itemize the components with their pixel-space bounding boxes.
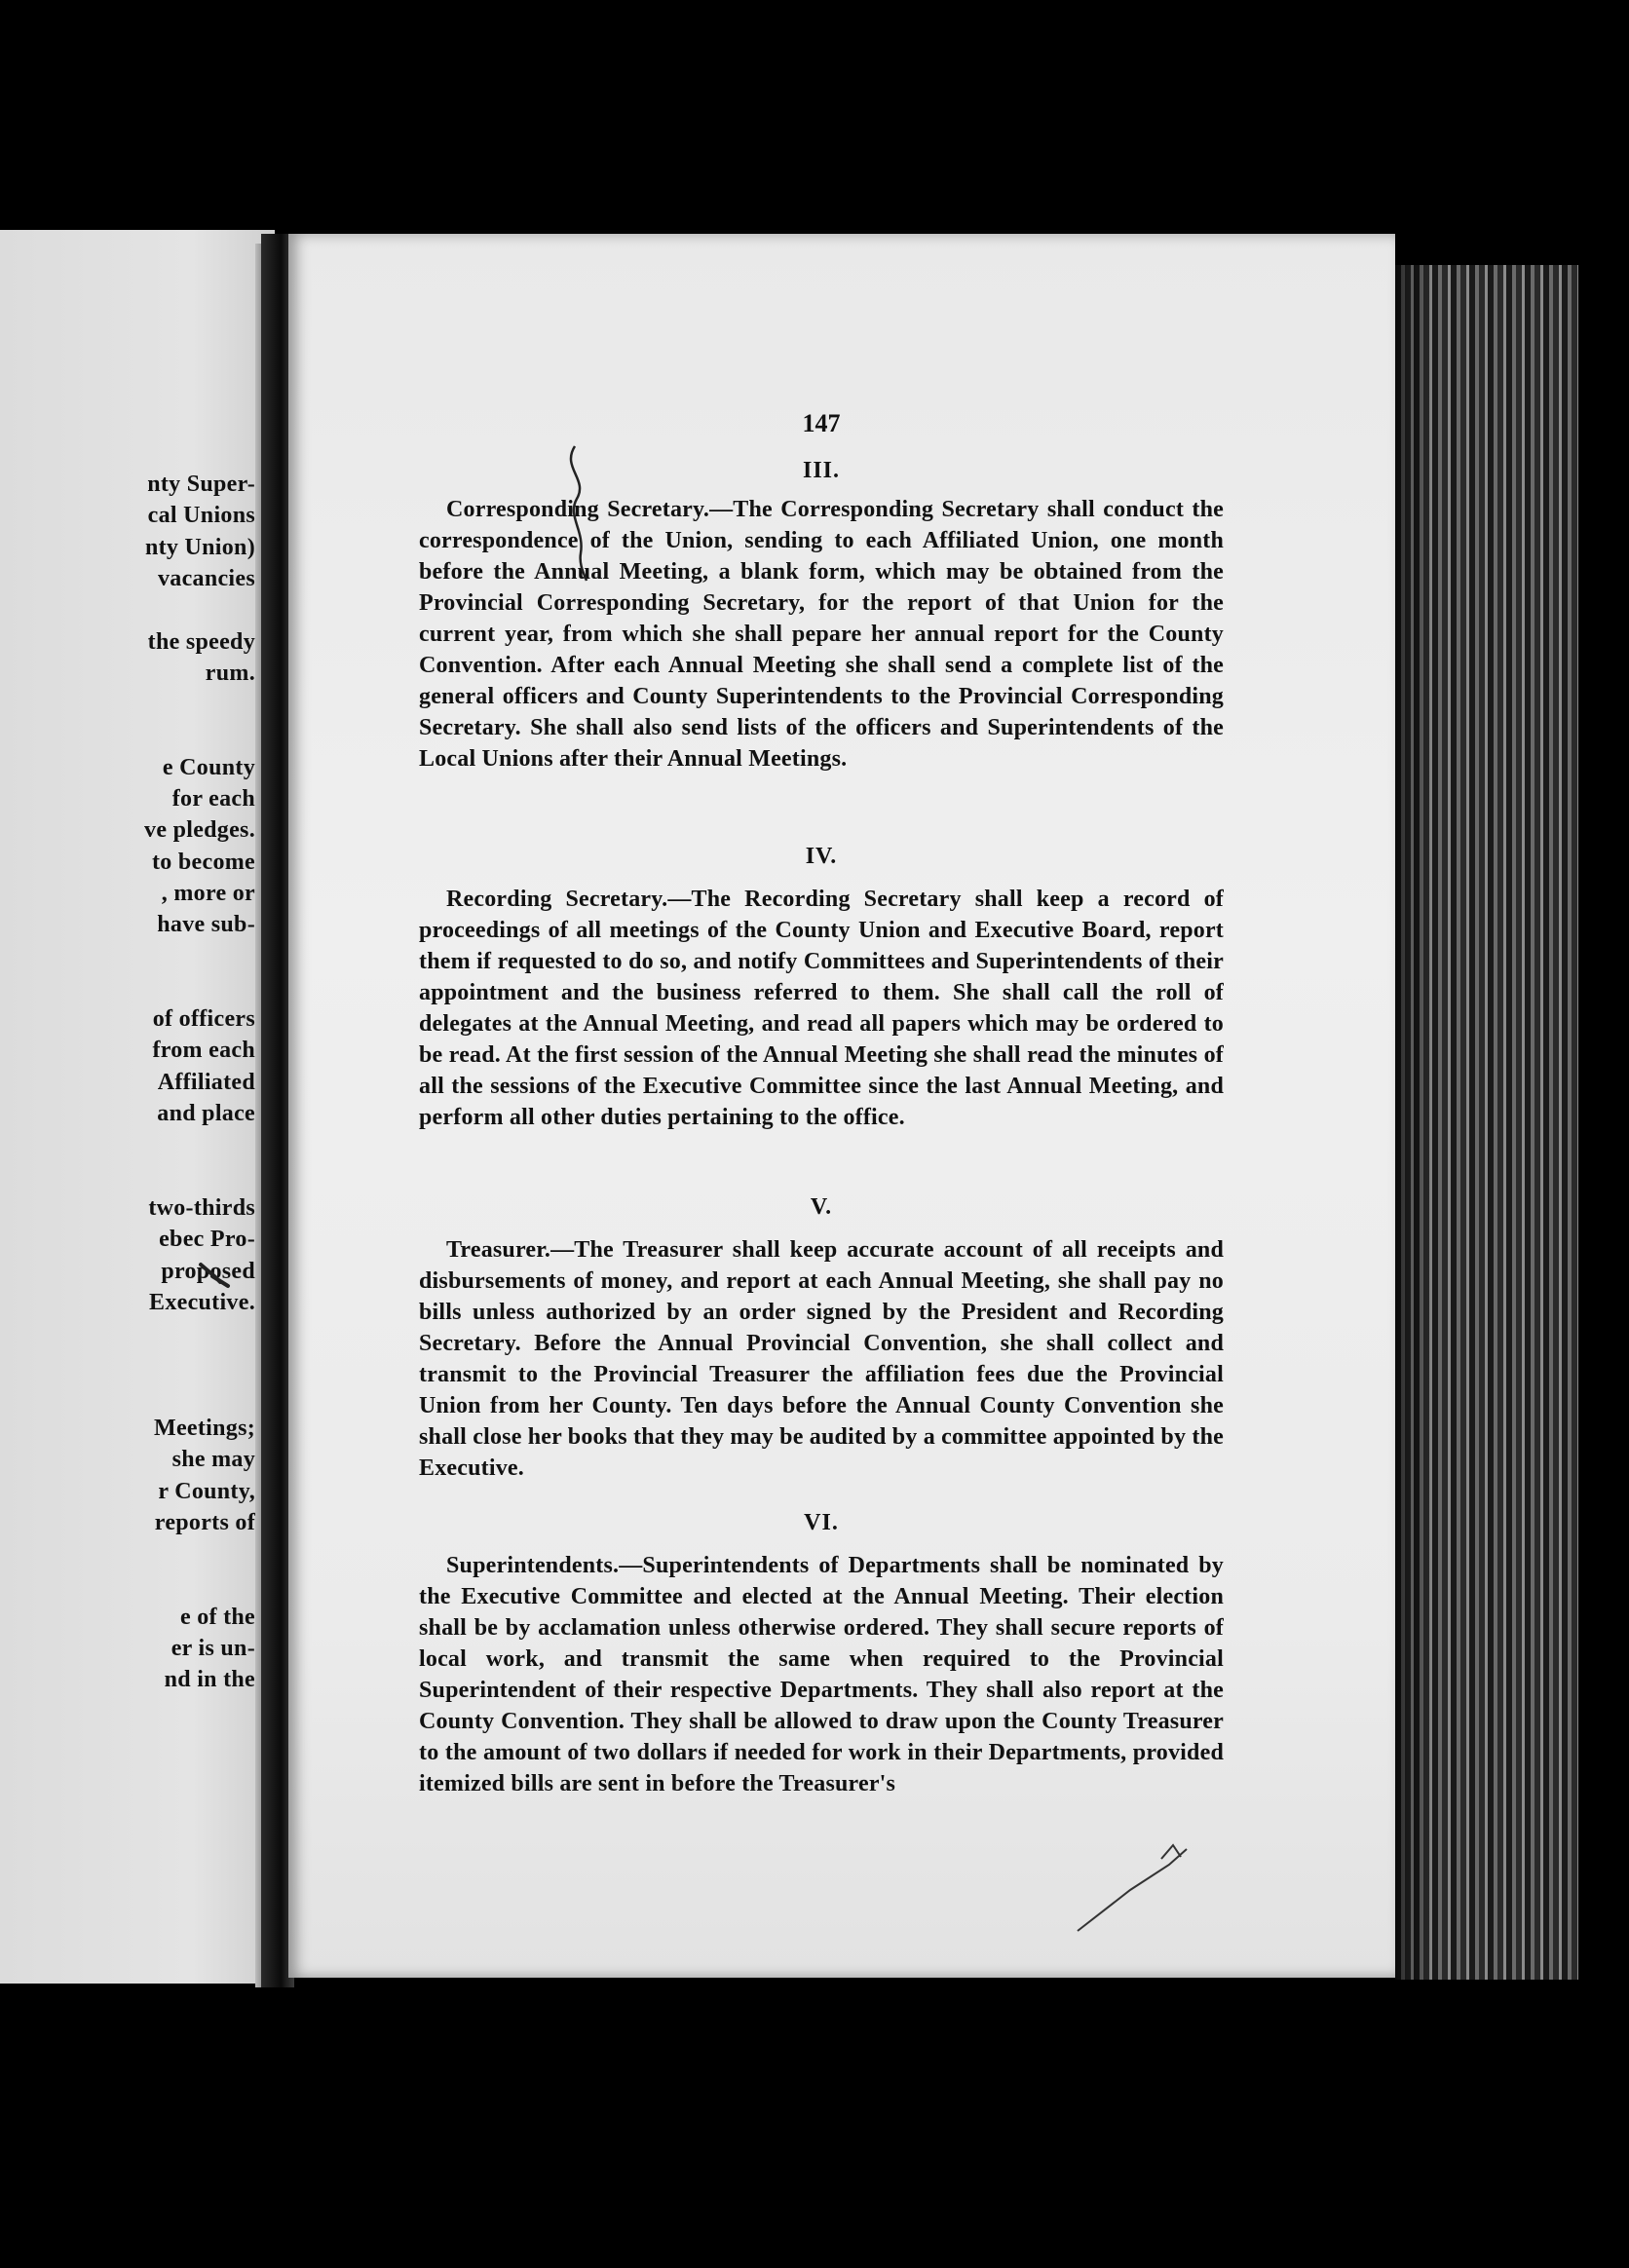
left-page-line: proposed bbox=[161, 1258, 255, 1284]
left-page-line: reports of bbox=[154, 1509, 255, 1535]
left-page-line: and place bbox=[157, 1101, 255, 1126]
left-page-line: Executive. bbox=[149, 1289, 255, 1315]
pencil-mark-bottom bbox=[1072, 1832, 1208, 1939]
pencil-mark-top bbox=[555, 438, 614, 585]
left-page-line: nty Super- bbox=[147, 472, 255, 497]
left-page-line: nty Union) bbox=[144, 534, 255, 560]
page-number: 147 bbox=[802, 409, 841, 437]
left-page-line: r County, bbox=[158, 1478, 255, 1504]
left-page-line: , more or bbox=[161, 880, 255, 906]
left-page-line: to become bbox=[152, 849, 255, 875]
section-numeral: IV. bbox=[805, 844, 838, 869]
section-text: Superintendents.—Superintendents of Departments shall be nominated by the Executive Committee and elected at the Annual Meeting. Their election shall be by acclamation unless otherwise ordered. They shall secure reports of local work, and transmit the same when required to the Provincial Superintendent of their respective Departments. They shall also report at the County Convention. They shall be allowed to draw upon the County Treasurer to the amount of two dollars if needed for work in their Departments, provided itemized bills are sent in before the Treasurer's bbox=[419, 1553, 1224, 1796]
section-iv bbox=[419, 844, 1224, 1133]
left-page-line: she may bbox=[171, 1447, 255, 1473]
left-page-line: e County bbox=[162, 754, 255, 780]
section-text: Treasurer.—The Treasurer shall keep accurate account of all receipts and disbursements of money, and report at each Annual Meeting, she shall pay no bills unless authorized by an order signed by the President and Recording Secretary. Before the Annual Provincial Convention, she shall collect and transmit to the Provincial Treasurer the affiliation fees due the Provincial Union from her County. Ten days before the Annual County Convention she shall close her books that they may be audited by a committee appointed by the Executive. bbox=[419, 1237, 1224, 1481]
left-page-line: have sub- bbox=[157, 912, 255, 938]
left-page-line: nd in the bbox=[164, 1667, 255, 1693]
section-iii bbox=[419, 458, 1224, 775]
section-text: Recording Secretary.—The Recording Secretary shall keep a record of proceedings of all meetings of the County Union and Executive Board, report them if requested to do so, and notify Committees and Superintendents of their appointment and the business referred to them. She shall call the roll of delegates at the Annual Meeting, and read all papers which may be ordered to be read. At the first session of the Annual Meeting she shall read the minutes of all the sessions of the Executive Committee since the last Annual Meeting, and perform all other duties pertaining to the office. bbox=[419, 887, 1224, 1130]
left-page-line: er is un- bbox=[170, 1636, 255, 1662]
section-numeral: VI. bbox=[804, 1510, 839, 1535]
left-page-line: for each bbox=[171, 786, 255, 812]
section-numeral: III. bbox=[802, 458, 841, 483]
left-page-line: Affiliated bbox=[157, 1069, 255, 1095]
page-stack-shadow bbox=[1395, 265, 1434, 1980]
left-page-line: ebec Pro- bbox=[159, 1227, 255, 1253]
left-page-line: two-thirds bbox=[148, 1194, 255, 1221]
left-page-line: cal Unions bbox=[147, 503, 255, 529]
section-numeral: V. bbox=[810, 1194, 833, 1220]
section-text: Corresponding Secretary.—The Corresponding Secretary shall conduct the correspondence of the Union, sending to each Affiliated Union, one month before the Annual Meeting, a blank form, which may be obtained from the Provincial Corresponding Secretary, for the report of that Union for the current year, from which she shall pepare her annual report for the County Convention. After each Annual Meeting she shall send a complete list of the general officers and County Superintendents to the Provincial Corresponding Secretary. She shall also send lists of the officers and Superintendents of the Local Unions after their Annual Meetings. bbox=[419, 497, 1224, 772]
section-v bbox=[419, 1194, 1224, 1484]
left-page-line: e of the bbox=[179, 1604, 255, 1630]
left-page-line: vacancies bbox=[157, 565, 255, 591]
left-page-line: of officers bbox=[152, 1006, 255, 1033]
section-vi bbox=[419, 1510, 1224, 1799]
left-page-line: rum. bbox=[205, 660, 255, 686]
left-page-line: Meetings; bbox=[154, 1416, 255, 1441]
left-page-line: ve pledges. bbox=[144, 817, 255, 844]
pencil-mark-margin bbox=[195, 1257, 244, 1296]
left-page-line: the speedy bbox=[147, 628, 255, 655]
left-page-line: from each bbox=[152, 1038, 255, 1064]
